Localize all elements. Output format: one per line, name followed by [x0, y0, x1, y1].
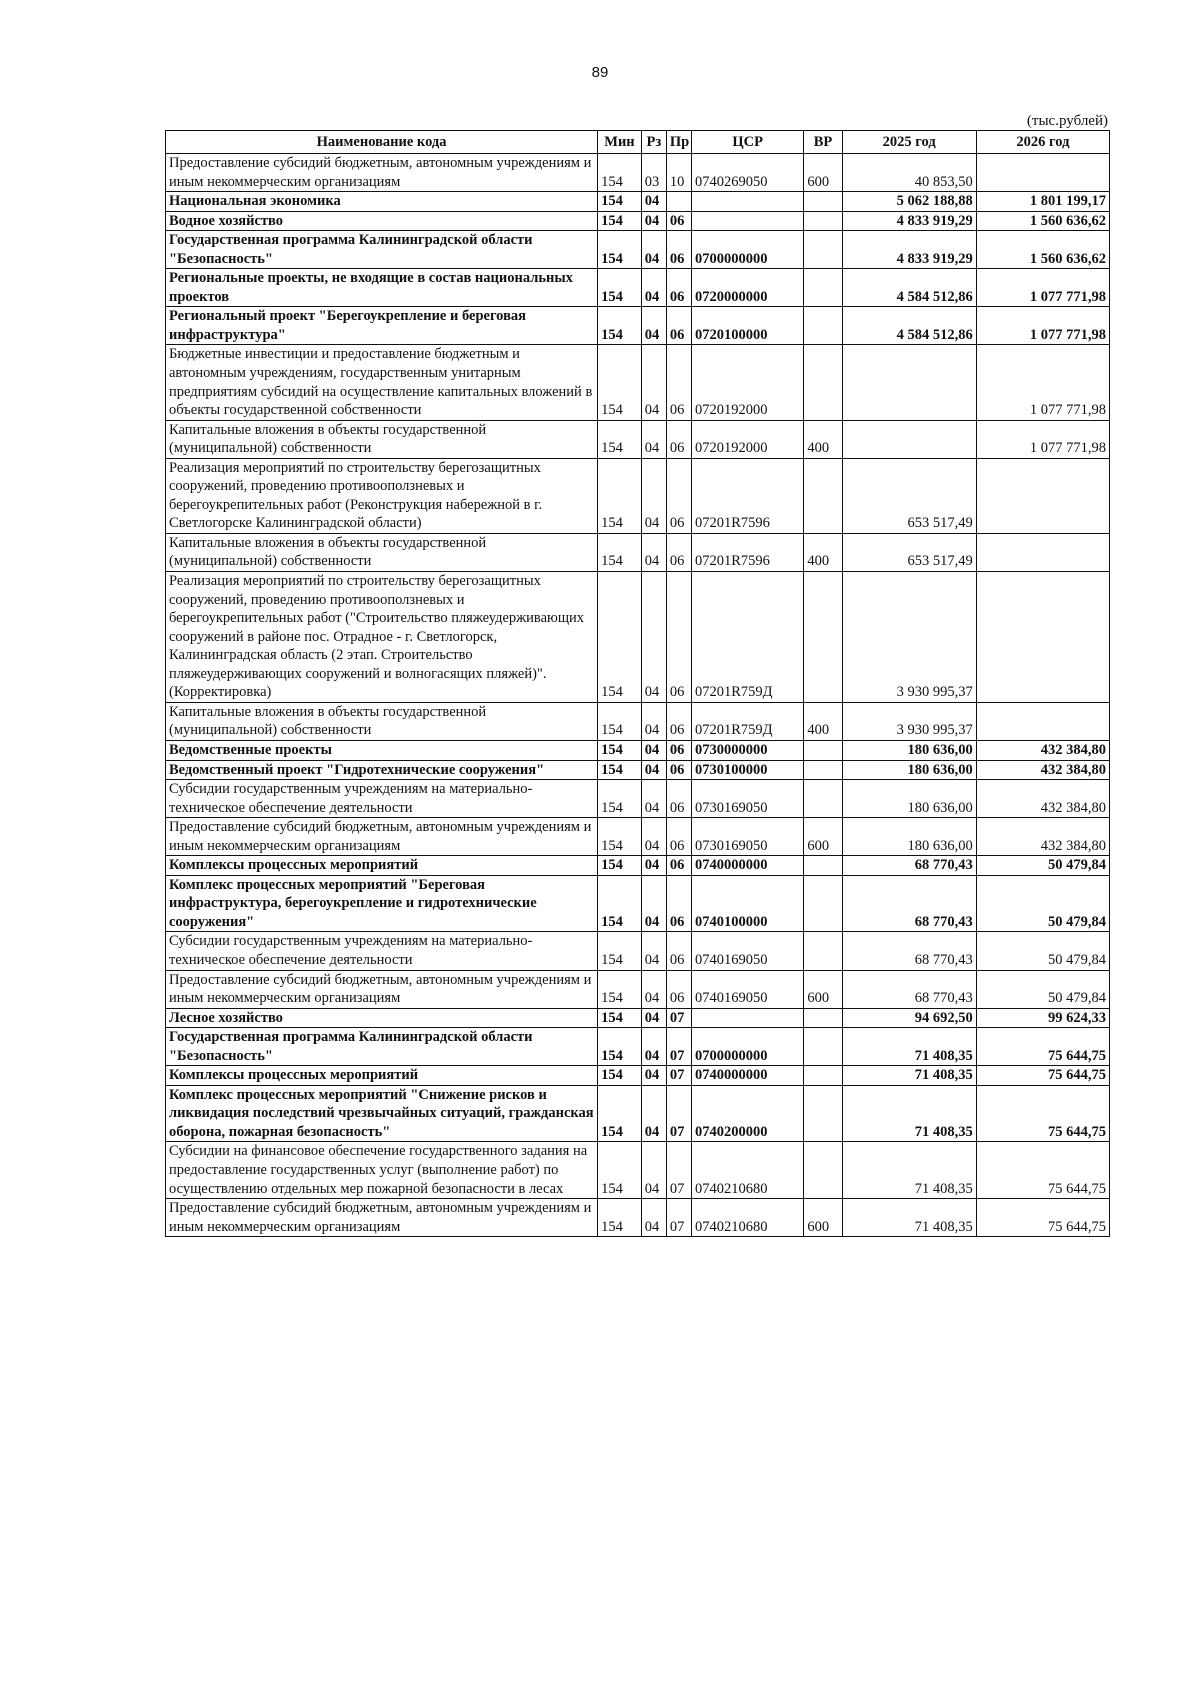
table-row: [166, 269, 1110, 307]
cell-name: Предоставление субсидий бюджетным, автономным учреждениям и иным некоммерческим организациям: [166, 818, 598, 856]
cell-y2026: 1 077 771,98: [976, 420, 1109, 458]
cell-min: 154: [598, 702, 642, 740]
cell-name: Ведомственный проект "Гидротехнические сооружения": [166, 760, 598, 780]
cell-rz: 04: [641, 533, 666, 571]
cell-vr: [804, 269, 842, 307]
cell-csr: 0720192000: [691, 420, 803, 458]
cell-y2026: 99 624,33: [976, 1008, 1109, 1028]
cell-y2025: 71 408,35: [842, 1085, 976, 1142]
cell-rz: 04: [641, 1142, 666, 1199]
cell-pr: 07: [666, 1199, 691, 1237]
cell-pr: 06: [666, 420, 691, 458]
cell-pr: 06: [666, 211, 691, 231]
cell-y2025: 180 636,00: [842, 780, 976, 818]
cell-pr: 06: [666, 875, 691, 932]
cell-csr: 0740000000: [691, 1066, 803, 1086]
cell-csr: 0730169050: [691, 780, 803, 818]
cell-csr: 0740210680: [691, 1199, 803, 1237]
cell-y2025: 68 770,43: [842, 875, 976, 932]
cell-min: 154: [598, 780, 642, 818]
table-row: [166, 875, 1110, 932]
cell-y2025: 68 770,43: [842, 970, 976, 1008]
cell-min: 154: [598, 760, 642, 780]
cell-csr: 0720192000: [691, 345, 803, 420]
cell-y2026: [976, 533, 1109, 571]
cell-min: 154: [598, 231, 642, 269]
cell-vr: [804, 932, 842, 970]
cell-y2025: 3 930 995,37: [842, 572, 976, 703]
cell-y2026: 50 479,84: [976, 875, 1109, 932]
cell-min: 154: [598, 1066, 642, 1086]
units-label: (тыс.рублей): [1026, 113, 1108, 129]
header-2025: 2025 год: [842, 131, 976, 154]
cell-pr: 06: [666, 780, 691, 818]
table-row: [166, 1142, 1110, 1199]
cell-rz: 04: [641, 192, 666, 212]
table-row: [166, 231, 1110, 269]
cell-name: Капитальные вложения в объекты государственной (муниципальной) собственности: [166, 702, 598, 740]
cell-name: Государственная программа Калининградской области "Безопасность": [166, 231, 598, 269]
cell-y2025: 4 833 919,29: [842, 211, 976, 231]
cell-y2026: 432 384,80: [976, 760, 1109, 780]
cell-pr: 07: [666, 1066, 691, 1086]
table-row: [166, 211, 1110, 231]
cell-name: Бюджетные инвестиции и предоставление бюджетным и автономным учреждениям, государственным унитарным предприятиям субсидий на осуществление капитальных вложений в объекты государственной собственности: [166, 345, 598, 420]
cell-pr: 06: [666, 818, 691, 856]
table-row: [166, 970, 1110, 1008]
cell-vr: [804, 458, 842, 533]
cell-rz: 04: [641, 420, 666, 458]
cell-name: Комплексы процессных мероприятий: [166, 856, 598, 876]
cell-min: 154: [598, 211, 642, 231]
cell-pr: 06: [666, 269, 691, 307]
cell-name: Предоставление субсидий бюджетным, автономным учреждениям и иным некоммерческим организациям: [166, 1199, 598, 1237]
cell-rz: 04: [641, 269, 666, 307]
cell-vr: [804, 875, 842, 932]
cell-y2025: 180 636,00: [842, 740, 976, 760]
cell-vr: [804, 192, 842, 212]
table-row: [166, 572, 1110, 703]
cell-vr: 400: [804, 420, 842, 458]
cell-pr: [666, 192, 691, 212]
cell-pr: 07: [666, 1142, 691, 1199]
cell-pr: 06: [666, 231, 691, 269]
cell-y2026: 1 801 199,17: [976, 192, 1109, 212]
cell-min: 154: [598, 932, 642, 970]
cell-name: Комплекс процессных мероприятий "Береговая инфраструктура, берегоукрепление и гидротехнические сооружения": [166, 875, 598, 932]
cell-y2026: 1 560 636,62: [976, 211, 1109, 231]
cell-min: 154: [598, 458, 642, 533]
table-row: [166, 702, 1110, 740]
cell-rz: 04: [641, 307, 666, 345]
cell-vr: [804, 345, 842, 420]
cell-vr: [804, 1008, 842, 1028]
cell-y2026: 1 077 771,98: [976, 345, 1109, 420]
cell-vr: 600: [804, 970, 842, 1008]
cell-name: Ведомственные проекты: [166, 740, 598, 760]
cell-y2025: 71 408,35: [842, 1066, 976, 1086]
cell-pr: 07: [666, 1008, 691, 1028]
table-row: [166, 420, 1110, 458]
cell-min: 154: [598, 269, 642, 307]
cell-vr: 600: [804, 818, 842, 856]
cell-csr: 0740100000: [691, 875, 803, 932]
table-row: [166, 1085, 1110, 1142]
header-pr: Пр: [666, 131, 691, 154]
cell-rz: 04: [641, 1008, 666, 1028]
cell-y2026: 75 644,75: [976, 1142, 1109, 1199]
cell-y2025: [842, 345, 976, 420]
cell-name: Субсидии государственным учреждениям на материально-техническое обеспечение деятельности: [166, 932, 598, 970]
header-2026: 2026 год: [976, 131, 1109, 154]
cell-min: 154: [598, 1085, 642, 1142]
cell-csr: 0740200000: [691, 1085, 803, 1142]
cell-csr: 0740210680: [691, 1142, 803, 1199]
table-row: [166, 1028, 1110, 1066]
cell-y2026: 1 077 771,98: [976, 269, 1109, 307]
cell-min: 154: [598, 875, 642, 932]
cell-vr: [804, 211, 842, 231]
cell-rz: 03: [641, 154, 666, 192]
cell-rz: 04: [641, 932, 666, 970]
cell-min: 154: [598, 970, 642, 1008]
cell-y2025: 653 517,49: [842, 533, 976, 571]
cell-rz: 04: [641, 760, 666, 780]
cell-pr: 10: [666, 154, 691, 192]
cell-vr: [804, 760, 842, 780]
cell-name: Реализация мероприятий по строительству берегозащитных сооружений, проведению противооползневых и берегоукрепительных работ ("Строительство пляжеудерживающих сооружений в районе пос. Отрадное - г. Светлогорск, Калининградская область (2 этап. Строительство пляжеудерживающих сооружений и волногасящих пляжей)". (Корректировка): [166, 572, 598, 703]
cell-csr: [691, 192, 803, 212]
cell-rz: 04: [641, 702, 666, 740]
cell-csr: 07201R7596: [691, 458, 803, 533]
cell-min: 154: [598, 345, 642, 420]
header-min: Мин: [598, 131, 642, 154]
cell-rz: 04: [641, 780, 666, 818]
cell-csr: 0740000000: [691, 856, 803, 876]
cell-min: 154: [598, 856, 642, 876]
cell-name: Региональный проект "Берегоукрепление и береговая инфраструктура": [166, 307, 598, 345]
cell-csr: [691, 211, 803, 231]
cell-vr: [804, 1142, 842, 1199]
cell-min: 154: [598, 1028, 642, 1066]
cell-y2026: 75 644,75: [976, 1085, 1109, 1142]
cell-y2025: 4 584 512,86: [842, 269, 976, 307]
cell-csr: 0740169050: [691, 932, 803, 970]
cell-vr: [804, 1085, 842, 1142]
cell-name: Капитальные вложения в объекты государственной (муниципальной) собственности: [166, 533, 598, 571]
cell-y2025: 4 833 919,29: [842, 231, 976, 269]
cell-csr: 0720000000: [691, 269, 803, 307]
table-row: [166, 1066, 1110, 1086]
cell-name: Субсидии государственным учреждениям на материально-техническое обеспечение деятельности: [166, 780, 598, 818]
table-row: [166, 932, 1110, 970]
cell-min: 154: [598, 1142, 642, 1199]
cell-name: Лесное хозяйство: [166, 1008, 598, 1028]
cell-y2025: 653 517,49: [842, 458, 976, 533]
cell-rz: 04: [641, 856, 666, 876]
header-csr: ЦСР: [691, 131, 803, 154]
table-row: [166, 307, 1110, 345]
cell-pr: 06: [666, 740, 691, 760]
cell-y2026: 432 384,80: [976, 818, 1109, 856]
cell-min: 154: [598, 533, 642, 571]
table-row: [166, 740, 1110, 760]
cell-y2025: 71 408,35: [842, 1028, 976, 1066]
cell-name: Субсидии на финансовое обеспечение государственного задания на предоставление государственных услуг (выполнение работ) по осуществлению отдельных мер пожарной безопасности в лесах: [166, 1142, 598, 1199]
header-name: Наименование кода: [166, 131, 598, 154]
cell-pr: 06: [666, 345, 691, 420]
cell-rz: 04: [641, 1199, 666, 1237]
cell-y2026: 50 479,84: [976, 970, 1109, 1008]
table-row: [166, 154, 1110, 192]
cell-min: 154: [598, 818, 642, 856]
cell-csr: 07201R7596: [691, 533, 803, 571]
cell-vr: [804, 740, 842, 760]
cell-y2026: 432 384,80: [976, 740, 1109, 760]
cell-csr: 0730169050: [691, 818, 803, 856]
cell-csr: 0720100000: [691, 307, 803, 345]
cell-csr: 0740169050: [691, 970, 803, 1008]
cell-y2025: 5 062 188,88: [842, 192, 976, 212]
cell-y2026: 75 644,75: [976, 1199, 1109, 1237]
table-row: [166, 345, 1110, 420]
cell-rz: 04: [641, 818, 666, 856]
cell-rz: 04: [641, 970, 666, 1008]
table-row: [166, 1008, 1110, 1028]
cell-y2025: 71 408,35: [842, 1199, 976, 1237]
cell-vr: 400: [804, 702, 842, 740]
cell-rz: 04: [641, 572, 666, 703]
cell-vr: [804, 572, 842, 703]
cell-vr: [804, 307, 842, 345]
header-rz: Рз: [641, 131, 666, 154]
cell-name: Государственная программа Калининградской области "Безопасность": [166, 1028, 598, 1066]
cell-y2025: 40 853,50: [842, 154, 976, 192]
cell-pr: 06: [666, 572, 691, 703]
cell-rz: 04: [641, 740, 666, 760]
table-row: [166, 1199, 1110, 1237]
cell-csr: [691, 1008, 803, 1028]
cell-pr: 06: [666, 932, 691, 970]
cell-y2025: 180 636,00: [842, 760, 976, 780]
cell-csr: 0700000000: [691, 1028, 803, 1066]
cell-y2025: 3 930 995,37: [842, 702, 976, 740]
cell-rz: 04: [641, 458, 666, 533]
cell-rz: 04: [641, 211, 666, 231]
cell-y2025: 68 770,43: [842, 856, 976, 876]
cell-rz: 04: [641, 231, 666, 269]
cell-y2026: 432 384,80: [976, 780, 1109, 818]
cell-pr: 06: [666, 856, 691, 876]
cell-vr: 600: [804, 154, 842, 192]
cell-pr: 06: [666, 533, 691, 571]
table-row: [166, 856, 1110, 876]
cell-y2025: [842, 420, 976, 458]
cell-rz: 04: [641, 875, 666, 932]
cell-y2025: 94 692,50: [842, 1008, 976, 1028]
cell-name: Комплексы процессных мероприятий: [166, 1066, 598, 1086]
cell-name: Предоставление субсидий бюджетным, автономным учреждениям и иным некоммерческим организациям: [166, 154, 598, 192]
cell-vr: 400: [804, 533, 842, 571]
cell-vr: [804, 780, 842, 818]
cell-min: 154: [598, 740, 642, 760]
cell-pr: 06: [666, 760, 691, 780]
cell-name: Комплекс процессных мероприятий "Снижение рисков и ликвидация последствий чрезвычайных ситуаций, гражданская оборона, пожарная безопасность": [166, 1085, 598, 1142]
cell-min: 154: [598, 154, 642, 192]
cell-pr: 06: [666, 458, 691, 533]
cell-min: 154: [598, 192, 642, 212]
table-row: [166, 760, 1110, 780]
cell-y2026: [976, 154, 1109, 192]
cell-name: Предоставление субсидий бюджетным, автономным учреждениям и иным некоммерческим организациям: [166, 970, 598, 1008]
cell-rz: 04: [641, 1066, 666, 1086]
cell-vr: [804, 231, 842, 269]
cell-min: 154: [598, 420, 642, 458]
cell-y2026: 50 479,84: [976, 932, 1109, 970]
cell-pr: 07: [666, 1028, 691, 1066]
cell-min: 154: [598, 307, 642, 345]
cell-name: Капитальные вложения в объекты государственной (муниципальной) собственности: [166, 420, 598, 458]
cell-rz: 04: [641, 1085, 666, 1142]
cell-y2025: 180 636,00: [842, 818, 976, 856]
table-row: [166, 818, 1110, 856]
cell-y2026: 75 644,75: [976, 1066, 1109, 1086]
header-vr: ВР: [804, 131, 842, 154]
cell-y2025: 68 770,43: [842, 932, 976, 970]
cell-name: Реализация мероприятий по строительству берегозащитных сооружений, проведению противооползневых и берегоукрепительных работ (Реконструкция набережной в г. Светлогорске Калининградской области): [166, 458, 598, 533]
cell-y2025: 71 408,35: [842, 1142, 976, 1199]
cell-rz: 04: [641, 345, 666, 420]
cell-y2026: [976, 458, 1109, 533]
cell-min: 154: [598, 572, 642, 703]
cell-csr: 0740269050: [691, 154, 803, 192]
cell-min: 154: [598, 1199, 642, 1237]
cell-csr: 07201R759Д: [691, 702, 803, 740]
cell-y2026: 75 644,75: [976, 1028, 1109, 1066]
cell-vr: [804, 856, 842, 876]
cell-y2026: 1 077 771,98: [976, 307, 1109, 345]
cell-vr: 600: [804, 1199, 842, 1237]
cell-csr: 0730000000: [691, 740, 803, 760]
cell-name: Региональные проекты, не входящие в состав национальных проектов: [166, 269, 598, 307]
cell-min: 154: [598, 1008, 642, 1028]
cell-pr: 07: [666, 1085, 691, 1142]
cell-y2026: [976, 702, 1109, 740]
budget-table: [165, 130, 1110, 1237]
cell-csr: 0700000000: [691, 231, 803, 269]
table-row: [166, 458, 1110, 533]
cell-csr: 0730100000: [691, 760, 803, 780]
cell-y2026: [976, 572, 1109, 703]
table-header-row: [166, 131, 1110, 154]
table-row: [166, 192, 1110, 212]
table-row: [166, 780, 1110, 818]
cell-vr: [804, 1028, 842, 1066]
table-body: [166, 154, 1110, 1237]
cell-y2025: 4 584 512,86: [842, 307, 976, 345]
table-row: [166, 533, 1110, 571]
cell-pr: 06: [666, 970, 691, 1008]
cell-rz: 04: [641, 1028, 666, 1066]
cell-pr: 06: [666, 307, 691, 345]
cell-name: Национальная экономика: [166, 192, 598, 212]
page-number: 89: [591, 64, 609, 81]
cell-y2026: 50 479,84: [976, 856, 1109, 876]
cell-pr: 06: [666, 702, 691, 740]
cell-csr: 07201R759Д: [691, 572, 803, 703]
cell-y2026: 1 560 636,62: [976, 231, 1109, 269]
cell-name: Водное хозяйство: [166, 211, 598, 231]
cell-vr: [804, 1066, 842, 1086]
